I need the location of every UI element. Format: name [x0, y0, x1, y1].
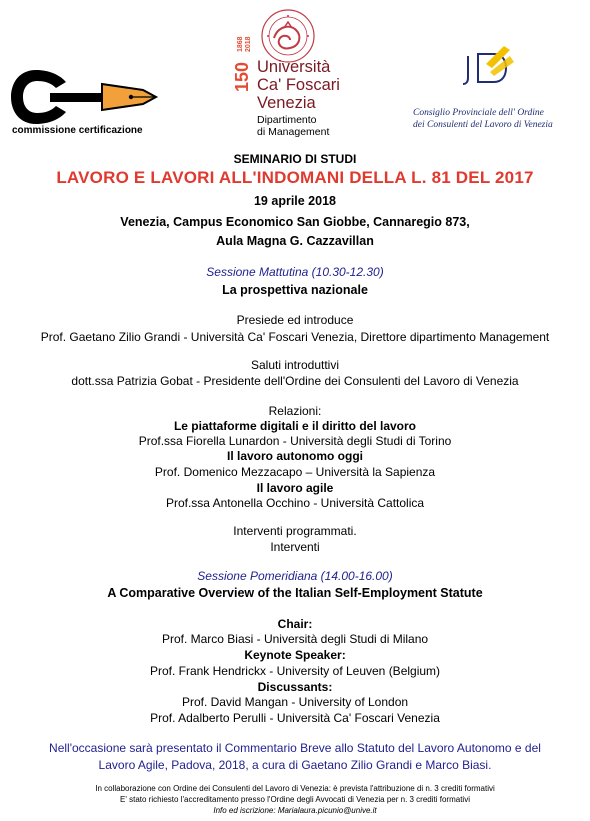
talk-2-speaker: Prof. Domenico Mezzacapo – Università la Sapienza [154, 465, 436, 479]
morning-session-label: Sessione Mattutina (10.30-12.30) [206, 265, 384, 279]
unive-dept-1: Dipartimento [257, 114, 317, 126]
announcement-line2: Lavoro Agile, Padova, 2018, a cura di Gaetano Zilio Grandi e Marco Biasi. [98, 758, 492, 772]
unive-name-2: Ca' Foscari [257, 76, 340, 94]
consiglio-line1: Consiglio Provinciale dell' Ordine [413, 108, 544, 118]
announcement-line1: Nell'occasione sarà presentato il Commentario Breve allo Statuto del Lavoro Autonomo e del [49, 741, 541, 755]
talk-1-speaker: Prof.ssa Fiorella Lunardon - Università degli Studi di Torino [138, 434, 452, 448]
unive-dept-2: di Management [257, 126, 330, 138]
consiglio-logo [405, 42, 585, 137]
consiglio-line2: dei Consulenti del Lavoro di Venezia [413, 120, 553, 130]
commissione-certificazione-logo [10, 70, 170, 140]
c-pen-icon [10, 70, 160, 124]
venue-line1: Venezia, Campus Economico San Giobbe, Cannaregio 873, [120, 215, 470, 229]
seal-icon [260, 8, 316, 64]
footer-line1: In collaborazione con Ordine dei Consulenti del Lavoro di Venezia: è prevista l'attribuzione di n. 3 crediti formativi [95, 784, 495, 793]
chair: Prof. Marco Biasi - Università degli Studi di Milano [161, 632, 429, 646]
discussant-2: Prof. Adalberto Perulli - Università Ca' Foscari Venezia [150, 711, 440, 725]
svg-text:1868: 1868 [237, 36, 244, 52]
greetings: dott.ssa Patrizia Gobat - Presidente dell'Ordine dei Consulenti del Lavoro di Venezia [71, 374, 519, 388]
keynote: Prof. Frank Hendrickx - University of Leuven (Belgium) [149, 664, 441, 678]
footer-contact: Info ed iscrizione: Marialaura.picunio@unive.it [213, 806, 377, 815]
unive-name-3: Venezia [257, 94, 316, 112]
cdl-emblem-icon [460, 42, 520, 92]
kicker: SEMINARIO DI STUDI [233, 152, 357, 166]
footer-line2: E' stato richiesto l'accreditamento presso l'Ordine degli Avvocati di Venezia per n. 3 crediti formativi [120, 795, 470, 804]
discussants-label: Discussants: [257, 680, 333, 694]
keynote-label: Keynote Speaker: [244, 648, 346, 662]
svg-text:2018: 2018 [245, 36, 252, 52]
talk-2-title: Il lavoro autonomo oggi [227, 449, 363, 463]
greetings-label: Saluti introduttivi [250, 358, 340, 372]
interventions: Interventi [270, 540, 320, 554]
page-title: LAVORO E LAVORI ALL'INDOMANI DELLA L. 81 DEL 2017 [56, 168, 534, 187]
svg-text:150: 150 [232, 61, 252, 92]
unive-name-1: Università [257, 58, 331, 76]
afternoon-session-label: Sessione Pomeridiana (14.00-16.00) [197, 569, 393, 583]
commissione-wordmark: commissione certificazione [12, 125, 143, 136]
afternoon-theme: A Comparative Overview of the Italian Self-Employment Statute [107, 586, 483, 600]
morning-theme: La prospettiva nazionale [222, 283, 368, 297]
talk-1-title: Le piattaforme digitali e il diritto del lavoro [173, 419, 417, 433]
event-date: 19 aprile 2018 [253, 194, 336, 208]
talk-3-title: Il lavoro agile [256, 481, 334, 495]
anniversary-150-icon [232, 30, 254, 112]
planned-label: Interventi programmati. [233, 524, 357, 538]
morning-chair: Prof. Gaetano Zilio Grandi - Università Ca' Foscari Venezia, Direttore dipartimento Management [40, 330, 550, 344]
chair-label: Chair: [277, 617, 313, 631]
unive-logo [232, 8, 372, 136]
talk-3-speaker: Prof.ssa Antonella Occhino - Università Cattolica [165, 496, 425, 510]
reports-label: Relazioni: [268, 404, 322, 418]
discussant-1: Prof. David Mangan - University of London [181, 695, 409, 709]
morning-chair-label: Presiede ed introduce [236, 313, 354, 327]
venue-line2: Aula Magna G. Cazzavillan [216, 234, 374, 248]
